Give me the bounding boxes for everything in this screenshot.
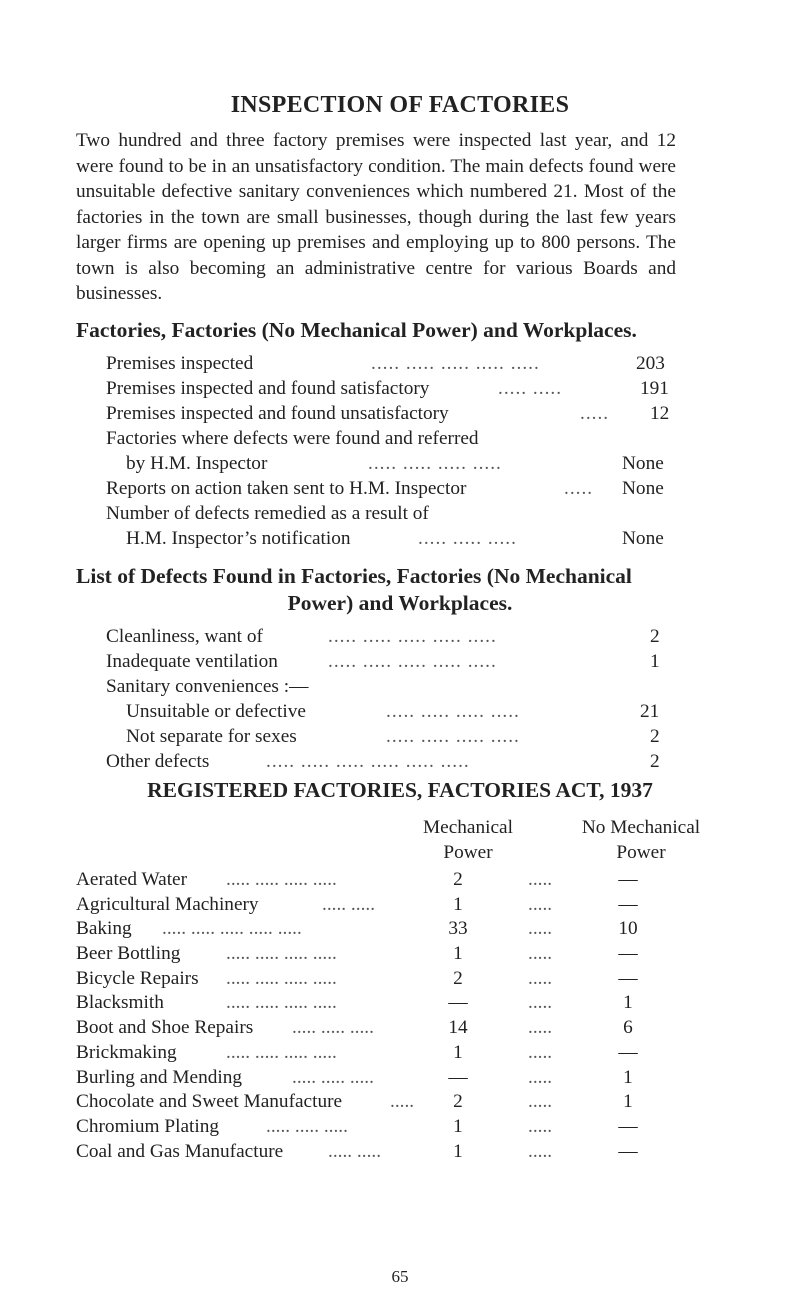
leader-dots: ..... ..... ..... ..... — [226, 869, 337, 890]
mechanical-count: 14 — [448, 1017, 468, 1039]
mechanical-count: 2 — [453, 869, 463, 890]
row-value: 203 — [636, 353, 665, 374]
no-mechanical-count: 1 — [623, 992, 633, 1014]
row-value: None — [622, 478, 664, 499]
no-mechanical-count: — — [618, 869, 638, 890]
factory-type: Aerated Water — [76, 869, 188, 890]
list-item — [106, 699, 680, 724]
mechanical-count: — — [448, 992, 468, 1014]
factory-type: Blacksmith — [76, 992, 164, 1014]
leader-dots: ..... — [528, 943, 553, 965]
leader-dots: ..... — [528, 869, 553, 890]
list-item — [106, 426, 680, 451]
leader-dots: ..... — [390, 1091, 415, 1113]
list-item — [106, 401, 680, 426]
row-label: Not separate for sexes — [126, 726, 297, 747]
row-label: Unsuitable or defective — [126, 701, 306, 722]
list-item — [106, 724, 680, 749]
leader-dots: ..... — [528, 918, 553, 940]
list-item — [106, 674, 680, 699]
page-title: INSPECTION OF FACTORIES — [230, 92, 570, 118]
row-label: H.M. Inspector’s notification — [126, 528, 351, 549]
leader-dots: ..... ..... ..... — [418, 528, 517, 549]
factory-type: Bicycle Repairs — [76, 967, 199, 989]
table-row — [76, 868, 696, 893]
table-row — [76, 1066, 696, 1091]
list-item — [106, 451, 680, 476]
no-mechanical-count: 6 — [623, 1017, 633, 1039]
row-value: None — [622, 453, 664, 474]
leader-dots: ..... ..... ..... ..... ..... — [328, 626, 497, 647]
mechanical-count: 1 — [453, 1115, 463, 1137]
leader-dots: ..... — [528, 1017, 553, 1039]
intro-paragraph: Two hundred and three factory premises were inspected last year, and 12 were found to be in an unsatisfactory condition. The main defects found were unsuitable defective sanitary conveniences which numbered 21. Most of the factories in the town are small businesses, though during the last few years larger firms are opening up premises and employing up to 800 persons. The town is also becoming an administrative centre for various Boards and businesses. — [76, 130, 676, 304]
header-line: Power — [616, 842, 666, 863]
leader-dots: ..... — [528, 1066, 553, 1088]
leader-dots: ..... ..... ..... ..... ..... — [371, 353, 540, 374]
table-row — [76, 917, 696, 942]
row-label: Premises inspected and found unsatisfactory — [106, 403, 449, 424]
section2-title-line2: Power) and Workplaces. — [287, 591, 513, 615]
row-value: 2 — [650, 726, 660, 747]
row-label: Sanitary conveniences :— — [106, 676, 309, 697]
row-value: None — [622, 528, 664, 549]
mechanical-count: 1 — [453, 1140, 463, 1162]
leader-dots: ..... ..... ..... ..... — [386, 726, 520, 747]
list-item — [106, 649, 680, 674]
factory-type: Beer Bottling — [76, 943, 181, 965]
factory-type: Chocolate and Sweet Manufacture — [76, 1091, 343, 1113]
factory-type: Coal and Gas Manufacture — [76, 1140, 284, 1162]
registered-factories-title: REGISTERED FACTORIES, FACTORIES ACT, 1937 — [147, 778, 653, 802]
leader-dots: ..... ..... ..... ..... — [226, 967, 337, 989]
leader-dots: ..... ..... ..... — [292, 1066, 374, 1088]
column-header-mechanical — [398, 815, 538, 865]
no-mechanical-count: — — [618, 893, 638, 915]
mechanical-count: 33 — [448, 918, 468, 940]
no-mechanical-count: — — [618, 943, 638, 965]
factory-type: Agricultural Machinery — [76, 893, 259, 915]
row-value: 1 — [650, 651, 660, 672]
no-mechanical-count: — — [618, 1115, 638, 1137]
leader-dots: ..... — [580, 403, 610, 424]
leader-dots: ..... ..... ..... — [292, 1017, 374, 1039]
row-label: by H.M. Inspector — [126, 453, 268, 474]
table-row — [76, 893, 696, 918]
row-label: Premises inspected and found satisfactory — [106, 378, 430, 399]
mechanical-count: 1 — [453, 893, 463, 915]
mechanical-count: 2 — [453, 1091, 463, 1113]
leader-dots: ..... ..... — [498, 378, 563, 399]
table-row — [76, 967, 696, 992]
list-item — [106, 526, 680, 551]
list-item — [106, 501, 680, 526]
list-item — [106, 476, 680, 501]
list-item — [106, 376, 680, 401]
section1-title: Factories, Factories (No Mechanical Power) and Workplaces. — [76, 318, 637, 342]
list-item — [106, 624, 680, 649]
no-mechanical-count: — — [618, 967, 638, 989]
factory-type: Brickmaking — [76, 1041, 177, 1063]
row-value: 191 — [640, 378, 669, 399]
table-row — [76, 991, 696, 1016]
column-header-no-mechanical — [556, 815, 726, 865]
factory-type: Chromium Plating — [76, 1115, 220, 1137]
leader-dots: ..... — [528, 992, 553, 1014]
table-row — [76, 1115, 696, 1140]
no-mechanical-count: — — [618, 1041, 638, 1063]
leader-dots: ..... ..... ..... ..... ..... — [162, 918, 302, 940]
row-value: 12 — [650, 403, 670, 424]
section2-title-line1: List of Defects Found in Factories, Factories (No Mechanical — [76, 564, 632, 588]
leader-dots: ..... ..... ..... ..... ..... — [328, 651, 497, 672]
mechanical-count: 1 — [453, 1041, 463, 1063]
row-label: Cleanliness, want of — [106, 626, 263, 647]
table-row — [76, 942, 696, 967]
table-row — [76, 1016, 696, 1041]
section1-list — [106, 351, 680, 551]
row-label: Other defects — [106, 751, 210, 772]
row-value: 2 — [650, 626, 660, 647]
leader-dots: ..... — [528, 1041, 553, 1063]
no-mechanical-count: 10 — [618, 918, 638, 940]
leader-dots: ..... ..... ..... ..... — [226, 992, 337, 1014]
section2-list — [106, 624, 680, 774]
leader-dots: ..... — [528, 893, 553, 915]
row-label: Premises inspected — [106, 353, 254, 374]
leader-dots: ..... ..... — [322, 893, 376, 915]
header-line: Power — [443, 842, 493, 863]
factory-type: Boot and Shoe Repairs — [76, 1017, 254, 1039]
factory-type: Burling and Mending — [76, 1066, 243, 1088]
leader-dots: ..... ..... ..... ..... — [368, 453, 502, 474]
header-line: No Mechanical — [581, 817, 701, 838]
leader-dots: ..... ..... ..... ..... — [226, 1041, 337, 1063]
leader-dots: ..... ..... — [328, 1140, 382, 1162]
row-value: 2 — [650, 751, 660, 772]
leader-dots: ..... ..... ..... ..... — [226, 943, 337, 965]
list-item — [106, 749, 680, 774]
row-label: Number of defects remedied as a result of — [106, 503, 429, 524]
leader-dots: ..... — [528, 1091, 553, 1113]
table-row — [76, 1041, 696, 1066]
list-item — [106, 351, 680, 376]
leader-dots: ..... ..... ..... ..... ..... ..... — [266, 751, 470, 772]
leader-dots: ..... — [564, 478, 594, 499]
row-label: Factories where defects were found and referred — [106, 428, 479, 449]
mechanical-count: 2 — [453, 967, 463, 989]
page-number: 65 — [391, 1267, 409, 1286]
registered-factories-table — [76, 868, 696, 1164]
leader-dots: ..... — [528, 1115, 553, 1137]
mechanical-count: 1 — [453, 943, 463, 965]
row-label: Inadequate ventilation — [106, 651, 278, 672]
mechanical-count: — — [448, 1066, 468, 1088]
leader-dots: ..... ..... ..... ..... — [386, 701, 520, 722]
leader-dots: ..... — [528, 1140, 553, 1162]
no-mechanical-count: 1 — [623, 1091, 633, 1113]
leader-dots: ..... ..... ..... — [266, 1115, 348, 1137]
factory-type: Baking — [76, 918, 132, 940]
table-row — [76, 1090, 696, 1115]
no-mechanical-count: — — [618, 1140, 638, 1162]
row-value: 21 — [640, 701, 660, 722]
header-line: Mechanical — [423, 817, 513, 838]
no-mechanical-count: 1 — [623, 1066, 633, 1088]
row-label: Reports on action taken sent to H.M. Inspector — [106, 478, 467, 499]
table-row — [76, 1140, 696, 1165]
leader-dots: ..... — [528, 967, 553, 989]
